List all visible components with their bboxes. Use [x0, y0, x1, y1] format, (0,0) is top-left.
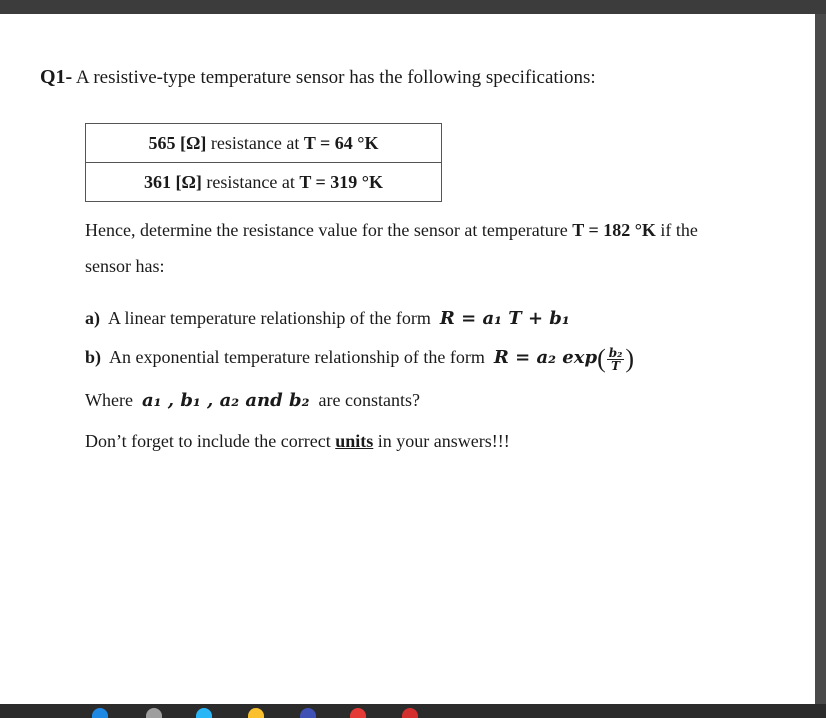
exp-fraction [607, 347, 625, 372]
exp-formula: R = a₂ exp [493, 347, 598, 369]
reminder-text-end: in your answers!!! [377, 431, 510, 451]
part-a-label: a) [85, 308, 100, 328]
hence-text: Hence, determine the resistance value for the sensor at temperature [85, 220, 568, 240]
hence-text-end: if the [660, 220, 698, 240]
table-cell [86, 163, 442, 202]
constants-list: a₁ , b₁ , a₂ and b₂ [141, 390, 310, 411]
folder-icon[interactable] [248, 708, 264, 718]
question-title [40, 66, 596, 89]
where-line [85, 390, 420, 411]
spec-table [85, 123, 442, 202]
app-icon[interactable] [350, 708, 366, 718]
table-cell [86, 124, 442, 163]
part-b [85, 344, 634, 374]
fraction-denominator: T [611, 358, 621, 373]
app-icon[interactable] [196, 708, 212, 718]
reminder-line [85, 431, 510, 452]
part-a-text: A linear temperature relationship of the form [108, 308, 431, 328]
resistance-value: 361 [Ω] [144, 171, 202, 192]
resistance-text: resistance at [206, 171, 295, 192]
app-icon[interactable] [146, 708, 162, 718]
temperature-value: T = 319 °K [299, 171, 383, 192]
window-right-edge [815, 14, 826, 704]
hence-line-1 [85, 220, 698, 241]
table-row [86, 163, 442, 202]
question-label: Q1- [40, 66, 73, 88]
question-intro: A resistive-type temperature sensor has the following specifications: [75, 67, 596, 88]
target-temperature: T = 182 °K [572, 220, 656, 240]
units-emphasis: units [335, 431, 374, 451]
linear-formula: R = a₁ T + b₁ [439, 308, 570, 329]
part-b-text: An exponential temperature relationship of the form [109, 347, 485, 368]
part-a [85, 308, 570, 329]
app-icon[interactable] [300, 708, 316, 718]
temperature-value: T = 64 °K [303, 132, 379, 153]
window-top-bar [0, 0, 826, 14]
open-paren: ( [597, 344, 606, 373]
hence-line-2: sensor has: [85, 256, 165, 276]
where-text-end: are constants? [318, 390, 420, 410]
app-icon[interactable] [92, 708, 108, 718]
reminder-text: Don’t forget to include the correct [85, 431, 331, 451]
table-row [86, 124, 442, 163]
where-text: Where [85, 390, 133, 410]
app-icon[interactable] [402, 708, 418, 718]
close-paren: ) [625, 344, 635, 373]
fraction-numerator: b₂ [608, 345, 623, 360]
resistance-value: 565 [Ω] [148, 132, 207, 153]
part-b-label: b) [85, 347, 102, 368]
resistance-text: resistance at [210, 132, 300, 153]
